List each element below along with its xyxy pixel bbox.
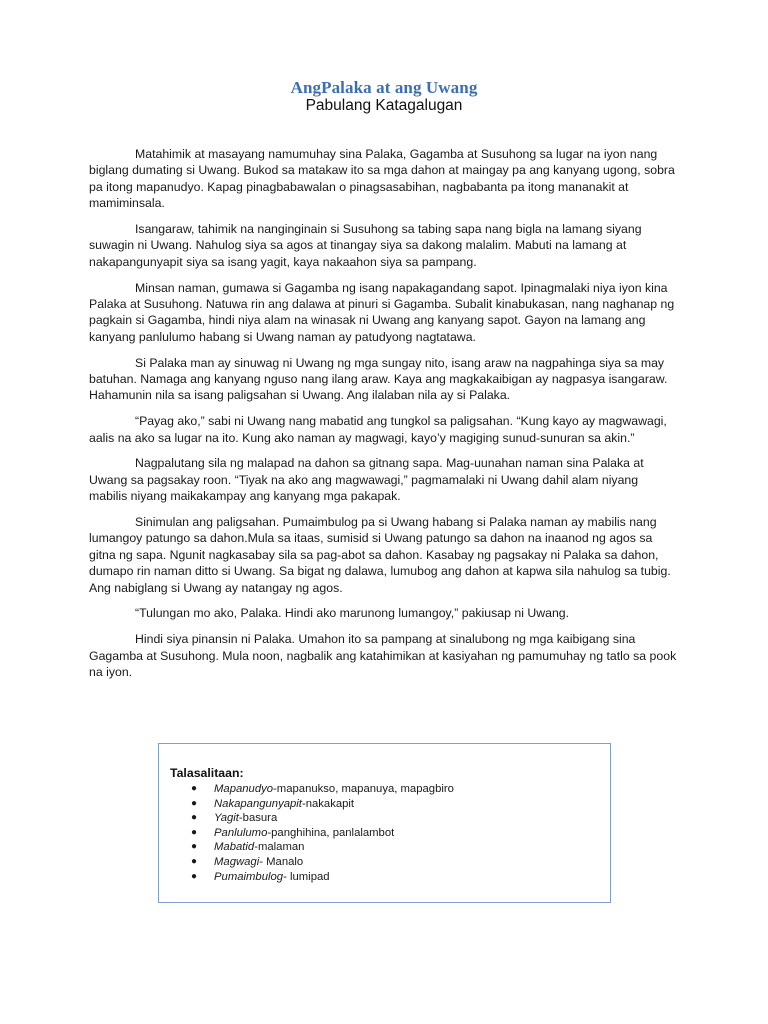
bullet-icon: ● [191,841,198,853]
vocabulary-box [158,743,611,903]
story-paragraph-9: Hindi siya pinansin ni Palaka. Umahon ito sa pampang at sinalubong ng mga kaibigang sina Gagamba at Susuhong. Mula noon, nagbalik ang katahimikan at kasiyahan ng pamumuhay ng tatlo sa pook na iyon. [89,632,677,680]
story-paragraph-2: Isangaraw, tahimik na nanginginain si Susuhong sa tabing sapa nang bigla na lamang siyang suwagin ni Uwang. Nahulog siya sa agos at tinangay siya sa dakong malalim. Mabuti na lamang at nakapangunyapit siya sa isang yagit, kaya nakaahon siya sa pampang. [89,222,642,269]
vocabulary-definition: -panghihina, panlalambot [267,826,395,839]
bullet-icon: ● [191,870,198,882]
document-title: AngPalaka at ang Uwang [290,78,478,97]
bullet-icon: ● [191,783,198,794]
vocabulary-item [159,782,454,797]
vocabulary-term: Mapanudyo [214,783,274,795]
bullet-icon: ● [191,812,198,824]
vocabulary-item [159,840,454,855]
vocabulary-term: Yagit [214,812,239,825]
vocabulary-item [159,870,454,885]
vocabulary-term: Panlulumo [214,826,268,839]
vocabulary-term: Mabatid [214,841,255,854]
story-paragraph-6: Nagpalutang sila ng malapad na dahon sa gitnang sapa. Mag-uunahan naman sina Palaka at Uwang sa pagsakay roon. “Tiyak na ako ang magwawagi,” pagmamalaki ni Uwang dahil alam niyang mabilis niyang maikakampay ang kanyang mga pakapak. [89,456,644,504]
vocabulary-item [159,811,454,826]
vocabulary-definition: -mapanukso, mapanuya, mapagbiro [273,783,454,795]
vocabulary-item [159,797,454,812]
vocabulary-definition: -nakakapit [301,797,355,810]
story-paragraph-7: Sinimulan ang paligsahan. Pumaimbulog pa si Uwang habang si Palaka naman ay mabilis nang lumangoy patungo sa dahon.Mula sa itaas, sumisid si Uwang patungo sa dahon na inaanod ng agos sa gitna ng sapa. Ngunit nagkasabay sila sa pag-abot sa dahon. Kasabay ng pagsakay ni Palaka sa dahon, dumapo rin naman ditto si Uwang. Sa bigat ng dalawa, lumubog ang dahon at kapwa sila nahulog sa tubig. Ang nabiglang si Uwang ay natangay ng agos. [89,515,671,595]
vocabulary-definition: - lumipad [283,870,330,883]
story-paragraph-4: Si Palaka man ay sinuwag ni Uwang ng mga sungay nito, isang araw na nagpahinga siya sa may batuhan. Namaga ang kanyang nguso nang ilang araw. Kaya ang magkakaibigan ay nagpasya isangaraw. Hahamunin nila sa isang paligsahan si Uwang. Ang ilalaban nila ay si Palaka. [89,355,668,403]
story-paragraph-3: Minsan naman, gumawa si Gagamba ng isang napakagandang sapot. Ipinagmalaki niya iyon kina Palaka at Susuhong. Natuwa rin ang dalawa at pinuri si Gagamba. Subalit kinabukasan, nang naghanap ng pagkain si Gagamba, hindi niya alam na winasak ni Uwang ang kanyang sapot. Gayon na lamang ang kanyang panlulumo habang si Uwang naman ay patudyong nagtatawa. [89,280,675,344]
vocabulary-definition: -basura [238,812,278,825]
document-subtitle: Pabulang Katagalugan [305,97,463,114]
story-paragraph-5: “Payag ako,” sabi ni Uwang nang mabatid ang tungkol sa paligsahan. “Kung kayo ay magwawagi, aalis na ako sa lugar na ito. Kung ako naman ay magwagi, kayo’y magiging sunud-sunuran sa akin.” [89,414,667,445]
bullet-icon: ● [191,797,198,809]
vocabulary-list [159,782,454,884]
vocabulary-item [159,826,454,841]
vocabulary-definition: -malaman [254,841,305,854]
vocabulary-term: Magwagi [214,855,260,868]
vocabulary-term: Nakapangunyapit [214,797,302,810]
bullet-icon: ● [191,826,198,838]
vocabulary-definition: - Manalo [259,855,304,868]
vocabulary-item [159,855,454,870]
vocabulary-title: Talasalitaan: [170,766,244,780]
vocabulary-term: Pumaimbulog [214,870,284,883]
story-paragraph-1: Matahimik at masayang namumuhay sina Palaka, Gagamba at Susuhong sa lugar na iyon nang biglang dumating si Uwang. Bukod sa matakaw ito sa mga dahon at maingay pa ang kanyang ugong, sobra pa itong mapanudyo. Kapag pinagbabawalan o pinagsasabihan, nagbabanta pa itong mananakit at mamiminsala. [89,147,675,211]
story-paragraph-8: “Tulungan mo ako, Palaka. Hindi ako marunong lumangoy,” pakiusap ni Uwang. [135,606,570,621]
bullet-icon: ● [191,855,198,867]
story-body [89,146,679,690]
